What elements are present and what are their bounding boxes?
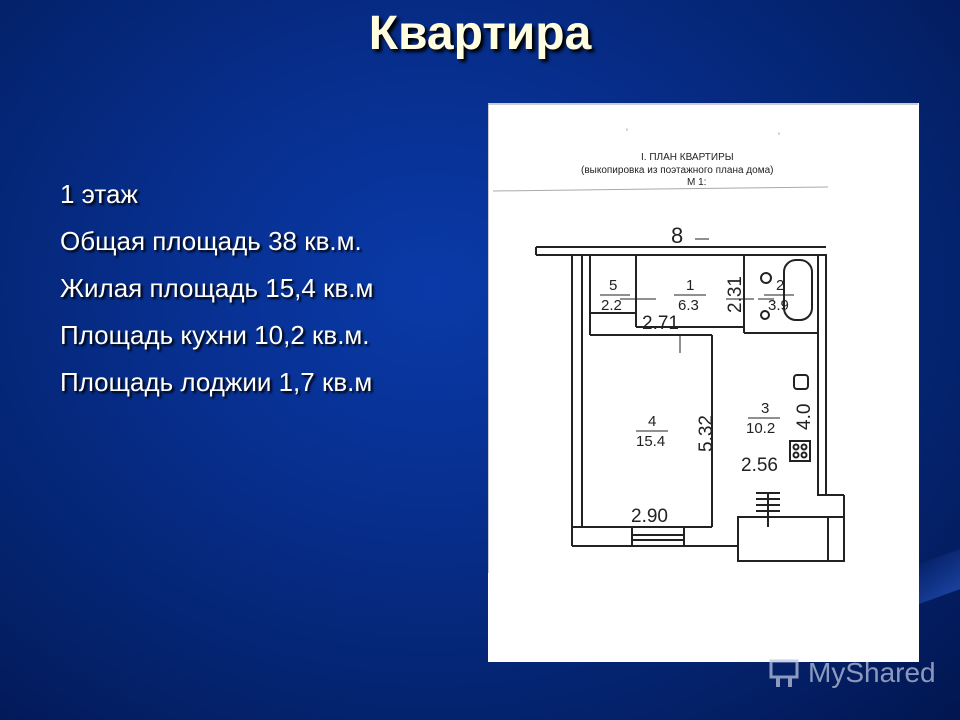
fact-kitchen-area: Площадь кухни 10,2 кв.м. [60, 320, 370, 350]
room-4-number: 4 [648, 413, 657, 430]
svg-text:‘: ‘ [626, 127, 628, 137]
fact-floor: 1 этаж [60, 179, 138, 209]
slide-title: Квартира [368, 7, 592, 60]
dimension-5-32: 5.32 [696, 415, 717, 452]
myshared-logo-icon [768, 656, 802, 690]
room-2-number: 2 [776, 277, 785, 294]
room-5-area: 2.2 [601, 297, 622, 314]
svg-text:‘: ‘ [778, 131, 780, 141]
dimension-4-0: 4.0 [794, 403, 815, 430]
plan-header-scale: М 1: [687, 177, 707, 188]
floor-plan-image [488, 103, 919, 662]
plan-apartment-number: 8 [671, 223, 684, 248]
room-1-number: 1 [686, 277, 695, 294]
room-3-area: 10.2 [746, 420, 776, 437]
fact-total-area: Общая площадь 38 кв.м. [60, 226, 362, 256]
apartment-facts-list [60, 178, 373, 413]
room-2-area: 3.9 [768, 297, 789, 314]
room-3-number: 3 [761, 400, 770, 417]
dimension-2-56: 2.56 [741, 455, 778, 476]
plan-header-subtitle: (выкопировка из поэтажного плана дома) [581, 165, 774, 176]
room-4-area: 15.4 [636, 433, 666, 450]
plan-header-title: I. ПЛАН КВАРТИРЫ [641, 152, 734, 163]
room-5-number: 5 [609, 277, 618, 294]
myshared-watermark [768, 656, 936, 690]
dimension-2-31: 2.31 [725, 276, 746, 313]
fact-living-area: Жилая площадь 15,4 кв.м [60, 273, 374, 303]
floor-plan-drawing [488, 103, 919, 662]
dimension-2-71: 2.71 [642, 313, 679, 334]
room-1-area: 6.3 [678, 297, 699, 314]
fact-loggia-area: Площадь лоджии 1,7 кв.м [60, 367, 373, 397]
watermark-text: MyShared [808, 657, 936, 688]
dimension-2-90: 2.90 [631, 506, 668, 527]
